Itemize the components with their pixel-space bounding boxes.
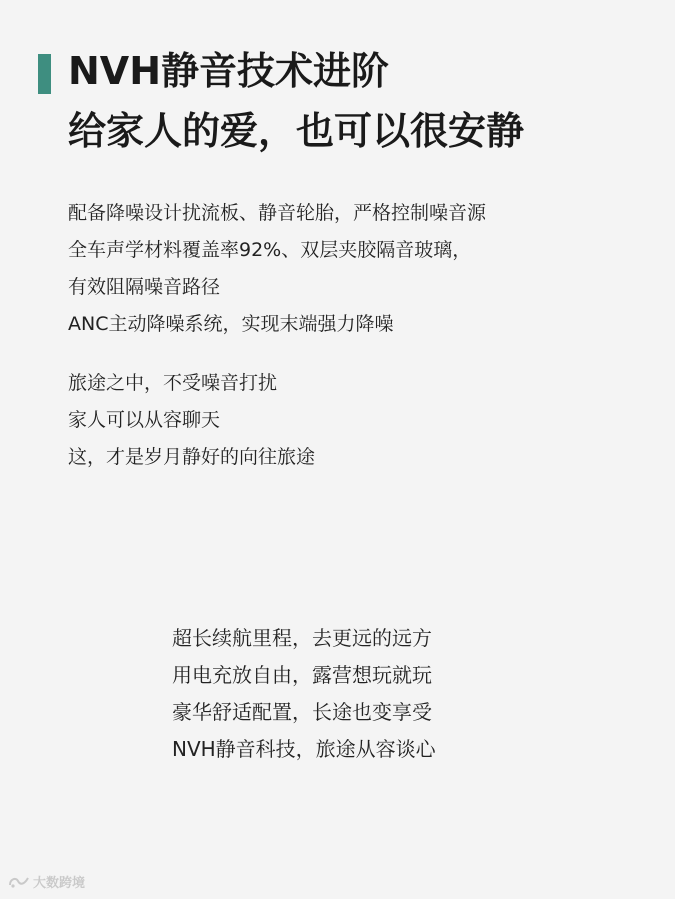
text-line: 全车声学材料覆盖率92%、双层夹胶隔音玻璃，	[68, 239, 472, 261]
title-accent-bar	[38, 54, 51, 94]
slogan-line: 豪华舒适配置，长途也变享受	[172, 700, 432, 724]
text-line: 配备降噪设计扰流板、静音轮胎，严格控制噪音源	[68, 202, 487, 224]
slogan-line: NVH静音科技，旅途从容谈心	[172, 737, 436, 761]
slogan-line: 用电充放自由，露营想玩就玩	[172, 663, 432, 687]
text-line: ANC主动降噪系统，实现末端强力降噪	[68, 313, 394, 335]
text-line: 有效阻隔噪音路径	[68, 276, 221, 298]
text-line: 家人可以从容聊天	[68, 409, 221, 431]
watermark	[8, 872, 85, 891]
text-line: 旅途之中，不受噪音打扰	[68, 372, 278, 394]
journey-paragraph	[68, 365, 315, 476]
brand-logo-icon	[8, 875, 30, 889]
slogan-line: 超长续航里程，去更远的远方	[172, 626, 432, 650]
page-subtitle: 给家人的爱，也可以很安静	[68, 109, 525, 153]
feature-paragraph	[68, 195, 486, 343]
page-title: NVH静音技术进阶	[68, 49, 390, 93]
watermark-text: 大数跨境	[33, 876, 86, 891]
slogan-list	[172, 620, 436, 768]
text-line: 这，才是岁月静好的向往旅途	[68, 446, 316, 468]
